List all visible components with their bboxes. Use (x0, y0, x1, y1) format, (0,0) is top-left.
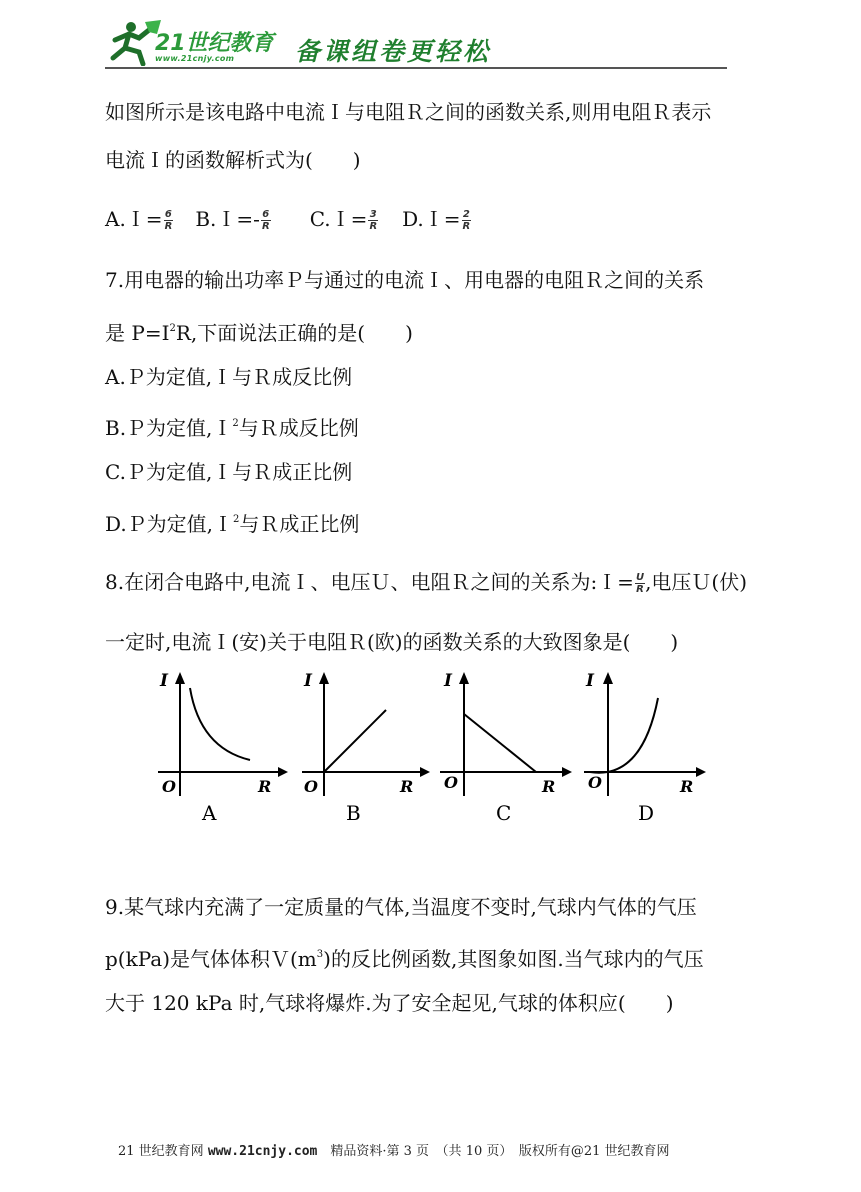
page-header (105, 18, 727, 70)
q9-line2: p(kPa)是气体体积$V(m^3)$的反比例函数,其图象如图.当气球内的气压 (105, 947, 704, 971)
hyperbola-curve (190, 688, 250, 760)
increasing-line (324, 710, 386, 772)
graph-d (570, 668, 710, 838)
q6-line1: 如图所示是该电路中电流Ｉ与电阻Ｒ之间的函数关系,则用电阻Ｒ表示 (105, 100, 712, 124)
q6-option-a: A.Ｉ= $\frac{6}{R}$ (105, 207, 173, 232)
q9-line1: 9.某气球内充满了一定质量的气体,当温度不变时,气球内气体的气压 (105, 895, 697, 919)
svg-text:R: R (400, 777, 414, 796)
logo-text: 21世纪教育 (155, 31, 274, 56)
header-divider (105, 67, 727, 69)
q6-option-c: C.Ｉ= $\frac{3}{R}$ (309, 207, 378, 232)
svg-text:O: O (162, 777, 176, 796)
graph-c-label: C (496, 801, 512, 825)
q6-option-d: D.Ｉ= $\frac{2}{R}$ (402, 207, 471, 232)
svg-text:I: I (160, 671, 168, 691)
svg-text:I: I (444, 671, 452, 691)
svg-text:O: O (588, 773, 602, 792)
decreasing-line (464, 714, 536, 772)
q6-options (105, 207, 471, 232)
q7-line2: 是 $P=I^2R$,下面说法正确的是( ) (105, 321, 413, 345)
svg-text:I: I (304, 671, 312, 691)
q7-option-c: C.Ｐ为定值,Ｉ与Ｒ成正比例 (105, 460, 353, 484)
svg-text:R: R (258, 777, 272, 796)
graph-a-label: A (202, 801, 217, 825)
graph-b (292, 668, 432, 838)
svg-text:I: I (586, 671, 594, 691)
q6-option-b: B.Ｉ=- $\frac{6}{R}$ (195, 207, 270, 232)
graph-c (436, 668, 576, 838)
header-slogan: 备课组卷更轻松 (295, 37, 492, 66)
svg-text:O: O (444, 773, 458, 792)
q8-line2: 一定时,电流Ｉ(安)关于电阻Ｒ(欧)的函数关系的大致图象是( ) (105, 630, 679, 654)
q7-option-a: A.Ｐ为定值,Ｉ与Ｒ成反比例 (105, 365, 353, 389)
q7-option-b: B.Ｐ为定值,Ｉ$^2$与Ｒ成反比例 (105, 416, 359, 440)
q6-line2: 电流Ｉ的函数解析式为( ) (105, 148, 361, 172)
logo-url: www.21cnjy.com (155, 54, 235, 63)
svg-text:R: R (680, 777, 694, 796)
page-footer: 21 世纪教育网 www.21cnjy.com 精品资料·第 3 页 （共 10 页） 版权所有@21 世纪教育网 (118, 1144, 670, 1159)
q7-option-d: D.Ｐ为定值,Ｉ$^2$与Ｒ成正比例 (105, 512, 360, 536)
footer-link[interactable]: www.21cnjy.com (207, 1144, 318, 1159)
q9-line3: 大于 120 kPa 时,气球将爆炸.为了安全起见,气球的体积应( ) (105, 991, 674, 1015)
graph-d-label: D (638, 801, 655, 825)
graph-a (150, 668, 290, 838)
svg-text:O: O (304, 777, 318, 796)
svg-text:R: R (542, 777, 556, 796)
q8-line1: 8.在闭合电路中,电流Ｉ、电压Ｕ、电阻Ｒ之间的关系为:Ｉ= $\frac{U}{R}$ ,电压Ｕ(伏) (105, 570, 748, 595)
q8-graph-options (150, 668, 710, 838)
q7-line1: 7.用电器的输出功率Ｐ与通过的电流Ｉ、用电器的电阻Ｒ之间的关系 (105, 268, 705, 292)
graph-b-label: B (346, 801, 361, 825)
parabola-curve (590, 698, 658, 773)
